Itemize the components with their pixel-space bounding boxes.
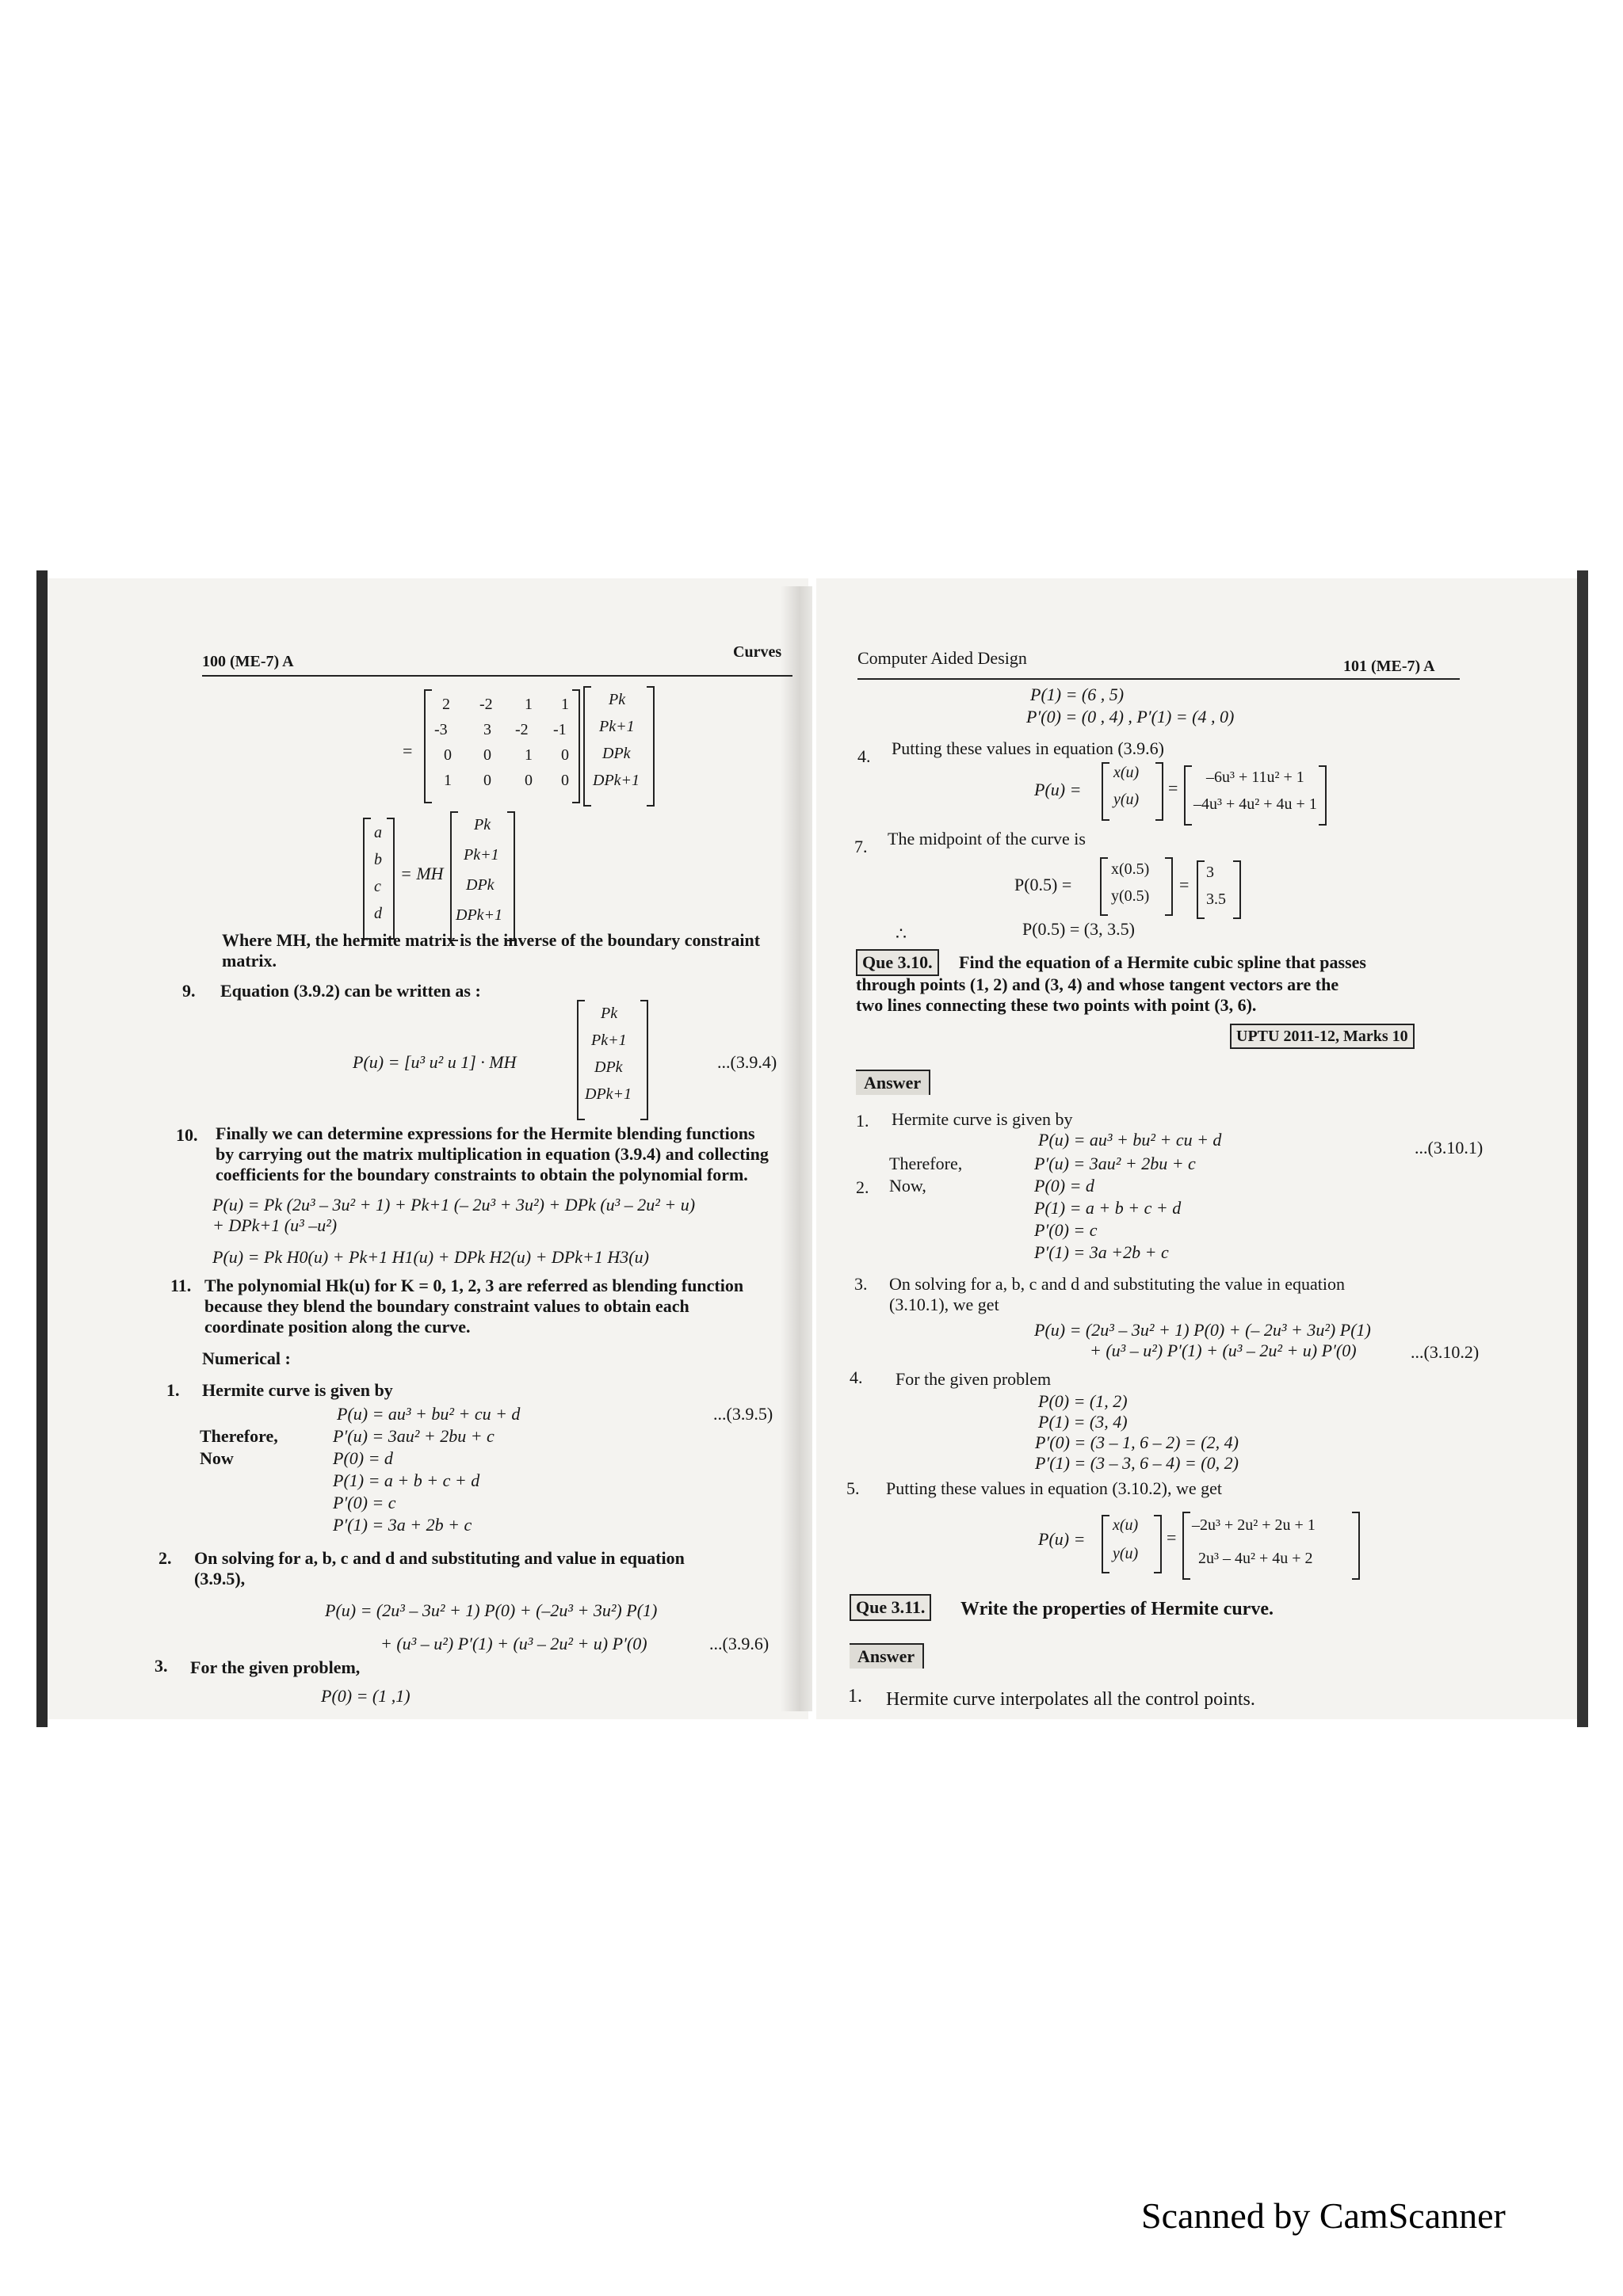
equation: P(1) = (6 , 5) [1030,685,1125,704]
equation: P(u) = [1034,780,1082,799]
eq-mh: = MH [400,864,444,883]
vector-cell: DPk+1 [593,772,640,789]
equation: P′(0) = c [1034,1220,1098,1240]
question-label: Que 3.10. [856,949,939,976]
matrix-cell: 3 [483,721,491,738]
equation: P′(0) = c [333,1493,396,1512]
vector-cell: –4u³ + 4u² + 4u + 1 [1193,795,1317,813]
vector-bracket-right [1352,1512,1360,1580]
vector-bracket-right [640,1000,648,1120]
scan-edge-left [36,570,48,1727]
eq-equals: = [403,741,413,761]
item-number: 4. [857,746,871,766]
eq-equals: = [1167,1527,1177,1547]
item-number: 9. [182,981,196,1001]
equation: P(u) = [1038,1529,1086,1549]
item-text: Putting these values in equation (3.10.2), we get [886,1478,1223,1498]
vector-bracket-right [647,686,655,807]
equation: P(u) = au³ + bu² + cu + d [1038,1130,1222,1150]
vector-cell: x(0.5) [1111,860,1150,878]
equation: P(0) = d [333,1448,393,1468]
vector-bracket-left [1102,762,1109,821]
matrix-cell: 0 [561,772,569,789]
vector-cell: x(u) [1113,764,1140,781]
left-header-rule [202,675,792,677]
vector-cell: y(0.5) [1111,887,1150,905]
vector-cell: –2u³ + 2u² + 2u + 1 [1192,1516,1316,1534]
equation: P(0) = (1, 2) [1038,1391,1128,1411]
vector-bracket-right [387,818,395,940]
item-number: 7. [854,837,868,856]
eq-equals: = [1168,778,1178,798]
vector-cell: d [374,905,382,922]
vector-cell: b [374,851,382,868]
scanner-footer: Scanned by CamScanner [1141,2195,1506,2236]
matrix-cell: 0 [561,746,569,764]
vector-bracket-left [1100,857,1108,916]
equation: P(u) = au³ + bu² + cu + d [337,1404,521,1424]
equation: P(0) = (1 ,1) [321,1686,411,1706]
where-text: Where MH, the hermite matrix is the inverse of the boundary constraint [222,930,761,950]
vector-cell: y(u) [1113,1545,1139,1562]
matrix-cell: -1 [553,721,567,738]
question-label: Que 3.11. [850,1594,931,1621]
vector-cell: DPk+1 [456,906,503,924]
page-gutter [781,586,812,1711]
equation: P′(1) = 3a + 2b + c [333,1515,472,1535]
item-text: Hermite curve interpolates all the control points. [886,1689,1255,1710]
vector-cell: y(u) [1113,791,1140,808]
matrix-cell: 1 [444,772,452,789]
item-number: 11. [170,1276,192,1295]
vector-cell: Pk+1 [464,846,499,864]
item-text: The polynomial Hk(u) for K = 0, 1, 2, 3 are referred as blending function [204,1276,744,1295]
scan-edge-right [1577,570,1588,1727]
equation-ref: ...(3.9.5) [713,1404,773,1424]
item-text: For the given problem, [190,1657,361,1677]
item-number: 3. [854,1274,868,1294]
equation: P(0.5) = (3, 3.5) [1022,919,1135,939]
equation: P′(0) = (0 , 4) , P′(1) = (4 , 0) [1026,707,1235,727]
item-number: 3. [155,1656,168,1676]
equation-ref: ...(3.10.2) [1411,1342,1480,1362]
item-text: (3.9.5), [194,1569,246,1589]
item-text: coordinate position along the curve. [204,1317,471,1337]
item-text: Therefore, [889,1154,963,1173]
answer-label: Answer [850,1643,924,1669]
item-number: 1. [848,1686,862,1707]
vector-bracket-right [1233,860,1241,919]
item-number: 1. [166,1380,180,1400]
item-text: Finally we can determine expressions for the Hermite blending functions [216,1123,755,1143]
item-text: On solving for a, b, c and d and substituting the value in equation [889,1274,1345,1294]
equation: + (u³ – u²) P′(1) + (u³ – 2u² + u) P′(0) [1090,1341,1357,1360]
matrix-cell: 1 [525,746,533,764]
vector-cell: Pk [601,1005,618,1022]
vector-bracket-left [1102,1515,1109,1573]
equation: P′(u) = 3au² + 2bu + c [333,1426,495,1446]
item-text: Now, [889,1176,926,1196]
matrix-cell: -3 [434,721,448,738]
equation-ref: ...(3.9.4) [717,1052,777,1072]
vector-cell: Pk [609,691,626,708]
vector-cell: DPk [602,745,631,762]
vector-bracket-left [1184,765,1192,826]
equation: P(1) = a + b + c + d [1034,1198,1182,1218]
item-text: On solving for a, b, c and d and substituting and value in equation [194,1548,685,1568]
right-header-rule [857,678,1460,680]
equation: P′(0) = (3 – 1, 6 – 2) = (2, 4) [1035,1432,1239,1452]
equation: P(u) = (2u³ – 3u² + 1) P(0) + (–2u³ + 3u²) P(1) [325,1600,658,1620]
vector-cell: DPk+1 [585,1085,632,1103]
question-text: two lines connecting these two points with point (3, 6). [856,995,1257,1015]
matrix-cell: -2 [515,721,529,738]
exam-badge: UPTU 2011-12, Marks 10 [1230,1024,1415,1049]
item-text: (3.10.1), we get [889,1295,999,1314]
section-heading: Numerical : [202,1348,291,1368]
vector-bracket-left [363,818,371,940]
equation: P(0.5) = [1014,875,1072,894]
equation-ref: ...(3.10.1) [1415,1138,1484,1158]
matrix-cell: 0 [525,772,533,789]
item-text: by carrying out the matrix multiplication in equation (3.9.4) and collecting [216,1144,769,1164]
equation: P′(u) = 3au² + 2bu + c [1034,1154,1196,1173]
equation: P(1) = a + b + c + d [333,1470,480,1490]
right-page-number: 101 (ME-7) A [1343,658,1435,675]
right-running-title: Computer Aided Design [857,648,1027,668]
vector-cell: x(u) [1113,1516,1139,1534]
item-number: 2. [158,1548,172,1568]
matrix-bracket-right [572,689,580,803]
item-text: For the given problem [896,1369,1052,1389]
equation: P′(1) = (3 – 3, 6 – 4) = (0, 2) [1035,1453,1239,1473]
matrix-cell: 1 [525,696,533,713]
equation: + (u³ – u²) P′(1) + (u³ – 2u² + u) P′(0) [380,1634,647,1653]
vector-bracket-left [1182,1512,1190,1580]
vector-cell: 3 [1206,864,1214,881]
item-text: Now [200,1448,234,1468]
vector-bracket-left [577,1000,585,1120]
equation: P(u) = Pk (2u³ – 3u² + 1) + Pk+1 (– 2u³ + 3u²) + DPk (u³ – 2u² + u) [212,1195,696,1215]
left-page-number: 100 (ME-7) A [202,653,294,670]
item-number: 4. [850,1367,863,1387]
vector-cell: c [374,878,381,895]
equation: P(u) = [u³ u² u 1] · MH [353,1052,517,1072]
matrix-cell: 0 [444,746,452,764]
matrix-bracket-left [424,689,432,803]
vector-bracket-left [1197,860,1205,919]
vector-cell: a [374,824,382,841]
vector-cell: DPk [594,1058,623,1076]
question-text: Find the equation of a Hermite cubic spline that passes [959,952,1366,972]
eq-equals: = [1179,875,1190,894]
vector-bracket-right [1154,1515,1162,1573]
answer-label: Answer [856,1070,930,1095]
equation: + DPk+1 (u³ –u²) [212,1215,338,1235]
equation: P(1) = (3, 4) [1038,1412,1128,1432]
equation: P(0) = d [1034,1176,1094,1196]
question-text: through points (1, 2) and (3, 4) and whose tangent vectors are the [856,974,1339,994]
vector-cell: Pk [474,816,491,833]
item-text: Therefore, [200,1426,278,1446]
vector-bracket-right [1155,762,1163,821]
vector-bracket-right [1165,857,1173,916]
item-number: 10. [176,1125,198,1145]
item-text: Hermite curve is given by [202,1380,393,1400]
item-text: Hermite curve is given by [892,1109,1073,1129]
item-text: Equation (3.9.2) can be written as : [220,981,481,1001]
equation: P(u) = Pk H0(u) + Pk+1 H1(u) + DPk H2(u) + DPk+1 H3(u) [212,1247,649,1267]
item-number: 2. [856,1177,869,1197]
equation: P′(1) = 3a +2b + c [1034,1242,1169,1262]
matrix-cell: 1 [561,696,569,713]
vector-bracket-left [583,686,591,807]
equation-ref: ...(3.9.6) [709,1634,769,1653]
vector-bracket-right [1319,765,1327,826]
matrix-cell: 0 [483,746,491,764]
where-text: matrix. [222,951,277,971]
equation: P(u) = (2u³ – 3u² + 1) P(0) + (– 2u³ + 3u²) P(1) [1034,1320,1371,1340]
vector-cell: 3.5 [1206,891,1226,908]
item-number: 5. [846,1478,860,1498]
therefore-symbol: ∴ [896,924,907,944]
vector-cell: 2u³ – 4u² + 4u + 2 [1198,1550,1313,1567]
item-text: coefficients for the boundary constraints to obtain the polynomial form. [216,1165,748,1184]
vector-cell: –6u³ + 11u² + 1 [1206,769,1304,786]
matrix-cell: -2 [479,696,493,713]
matrix-cell: 0 [483,772,491,789]
item-number: 1. [856,1111,869,1131]
vector-bracket-right [507,811,515,941]
question-text: Write the properties of Hermite curve. [960,1599,1274,1619]
vector-cell: DPk [466,876,495,894]
matrix-cell: 2 [442,696,450,713]
vector-cell: Pk+1 [591,1032,627,1049]
item-text: The midpoint of the curve is [888,829,1086,849]
left-running-title: Curves [733,643,782,661]
item-text: Putting these values in equation (3.9.6) [892,738,1164,758]
item-text: because they blend the boundary constraint values to obtain each [204,1296,689,1316]
vector-cell: Pk+1 [599,718,635,735]
